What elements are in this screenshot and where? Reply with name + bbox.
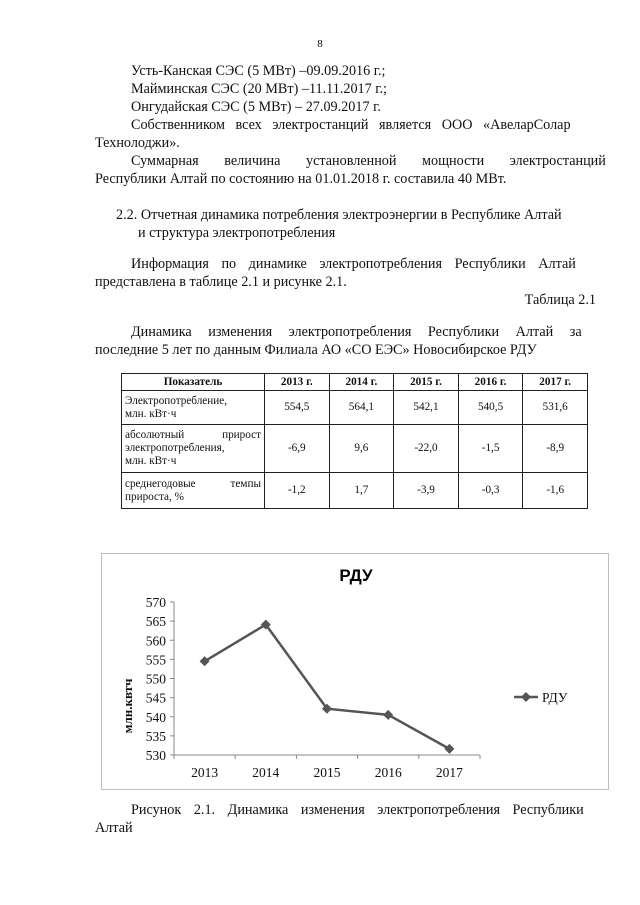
table-row-label: [122, 391, 265, 425]
intro-line-3: Онгудайская СЭС (5 МВт) – 27.09.2017 г.: [131, 99, 381, 115]
table-header-cell: 2015 г.: [394, 374, 459, 391]
table-cell: 1,7: [329, 473, 394, 509]
y-tick-label: 550: [145, 671, 166, 687]
series-line: [205, 625, 450, 749]
info-para-line-1: Информация по динамике электропотребления Республики Алтай: [131, 256, 576, 272]
y-tick-label: 545: [145, 690, 166, 706]
table-row-label-line: Электропотребление,: [125, 394, 228, 407]
total-para-line-1: Суммарная величина установленной мощности электростанций: [131, 153, 606, 169]
chart-y-axis-label: млн.квтч: [120, 678, 135, 734]
table-cell: 554,5: [265, 391, 330, 425]
table-header-cell: Показатель: [122, 374, 265, 391]
table-cell: 542,1: [394, 391, 459, 425]
table-caption-line-1: Динамика изменения электропотребления Республики Алтай за: [131, 324, 582, 340]
table-row-label-line: млн. кВт·ч: [125, 455, 177, 467]
x-tick-label: 2014: [252, 765, 280, 780]
table-cell: -8,9: [523, 425, 588, 473]
table-header-cell: 2016 г.: [458, 374, 523, 391]
table-row-label: [122, 425, 265, 473]
table-label: Таблица 2.1: [524, 292, 596, 308]
table-row-label: [122, 473, 265, 509]
section-heading-line-1: 2.2. Отчетная динамика потребления электроэнергии в Республике Алтай: [116, 207, 562, 223]
y-tick-label: 570: [145, 595, 166, 610]
chart-container: [101, 553, 609, 790]
table-header-row: [122, 374, 588, 391]
info-para-line-2: представлена в таблице 2.1 и рисунке 2.1.: [95, 274, 347, 290]
page-number: 8: [317, 38, 323, 50]
y-tick-label: 540: [145, 709, 166, 725]
data-point-marker: [383, 710, 393, 720]
figure-caption-line-2: Алтай: [95, 820, 133, 836]
legend-label: РДУ: [542, 690, 568, 705]
table-row: [122, 391, 588, 425]
x-tick-label: 2016: [374, 765, 402, 780]
chart-legend: [514, 690, 568, 705]
intro-line-1: Усть-Канская СЭС (5 МВт) –09.09.2016 г.;: [131, 63, 386, 79]
table-cell: -1,6: [523, 473, 588, 509]
owner-para-line-2: Технолоджи».: [95, 135, 180, 151]
table-cell: 564,1: [329, 391, 394, 425]
table-row-label-line: прироста, %: [125, 490, 184, 503]
table-row-label-line: среднегодовые темпы: [125, 477, 261, 490]
data-point-marker: [444, 744, 454, 754]
table-header-cell: 2013 г.: [265, 374, 330, 391]
table-cell: -0,3: [458, 473, 523, 509]
section-heading-line-2: и структура электропотребления: [138, 225, 336, 241]
y-tick-label: 565: [145, 614, 166, 630]
table-header-cell: 2017 г.: [523, 374, 588, 391]
consumption-table: [121, 373, 588, 509]
y-tick-label: 555: [145, 652, 166, 668]
y-tick-label: 535: [145, 728, 166, 744]
table-cell: -1,5: [458, 425, 523, 473]
table-cell: -1,2: [265, 473, 330, 509]
table-row: [122, 473, 588, 509]
y-tick-label: 530: [145, 748, 166, 763]
table-cell: -22,0: [394, 425, 459, 473]
table-cell: 540,5: [458, 391, 523, 425]
owner-para-line-1: Собственником всех электростанций является ООО «АвеларСолар: [131, 117, 571, 133]
x-tick-label: 2017: [435, 765, 463, 780]
table-row: [122, 425, 588, 473]
table-row-label-line: абсолютный прирост: [125, 429, 261, 441]
line-chart: [102, 554, 608, 789]
table-row-label-line: млн. кВт·ч: [125, 407, 177, 420]
y-tick-label: 560: [145, 633, 166, 649]
total-para-line-2: Республики Алтай по состоянию на 01.01.2018 г. составила 40 МВт.: [95, 171, 507, 187]
table-cell: 531,6: [523, 391, 588, 425]
x-tick-label: 2013: [191, 765, 219, 780]
table-cell: 9,6: [329, 425, 394, 473]
table-row-label-line: электропотребления,: [125, 442, 225, 454]
chart-title: РДУ: [339, 566, 373, 585]
table-cell: -3,9: [394, 473, 459, 509]
figure-caption-line-1: Рисунок 2.1. Динамика изменения электропотребления Республики: [131, 802, 584, 818]
table-cell: -6,9: [265, 425, 330, 473]
intro-line-2: Майминская СЭС (20 МВт) –11.11.2017 г.;: [131, 81, 387, 97]
table-header-cell: 2014 г.: [329, 374, 394, 391]
legend-marker: [521, 692, 531, 702]
chart-series: [200, 620, 455, 754]
x-tick-label: 2015: [313, 765, 341, 780]
table-caption-line-2: последние 5 лет по данным Филиала АО «СО ЕЭС» Новосибирское РДУ: [95, 342, 537, 358]
